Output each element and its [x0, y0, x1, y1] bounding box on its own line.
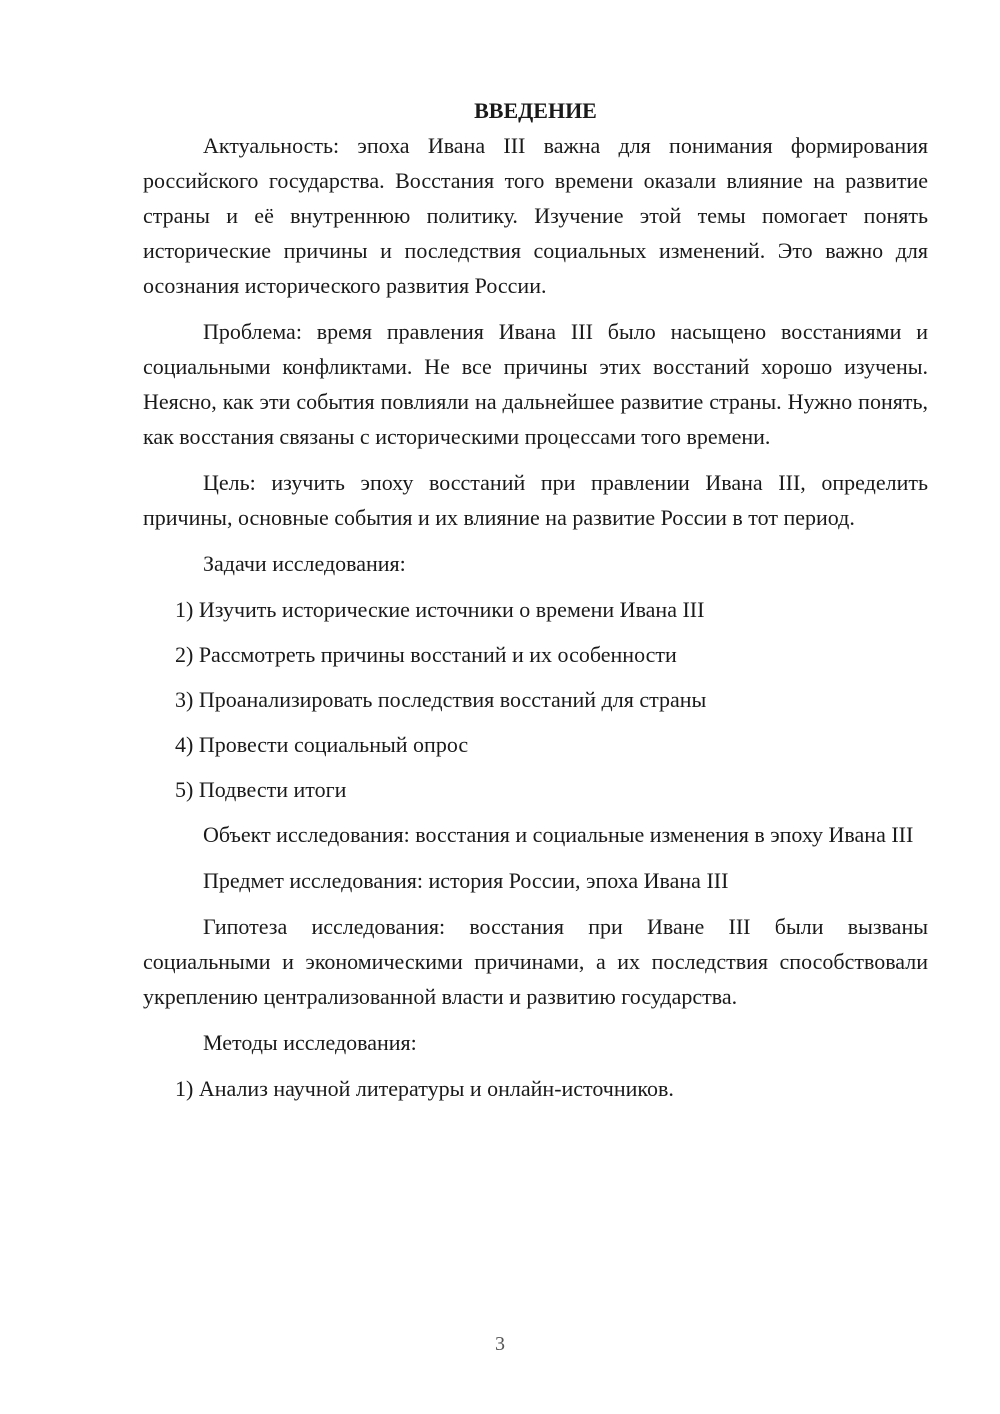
- task-item: 1) Изучить исторические источники о времени Ивана III: [175, 597, 705, 622]
- task-item: 4) Провести социальный опрос: [175, 732, 469, 757]
- section-title: ВВЕДЕНИЕ: [474, 98, 597, 123]
- subject-paragraph: Предмет исследования: история России, эпоха Ивана III: [203, 868, 729, 893]
- tasks-heading: Задачи исследования:: [203, 551, 406, 576]
- goal-paragraph: Цель: изучить эпоху восстаний при правлении Ивана III, определить причины, основные события и их влияние на развитие России в тот период.: [143, 470, 928, 530]
- relevance-paragraph: Актуальность: эпоха Ивана III важна для понимания формирования российского государства. Восстания того времени оказали влияние на развитие страны и её внутреннюю политику. Изучение этой темы помогает понять исторические причины и последствия социальных изменений. Это важно для осознания исторического развития России.: [143, 133, 928, 298]
- page-number: 3: [495, 1333, 505, 1355]
- problem-paragraph: Проблема: время правления Ивана III было насыщено восстаниями и социальными конфликтами. Не все причины этих восстаний хорошо изучены. Неясно, как эти события повлияли на дальнейшее развитие страны. Нужно понять, как восстания связаны с историческими процессами того времени.: [143, 319, 928, 449]
- method-item: 1) Анализ научной литературы и онлайн-источников.: [175, 1076, 674, 1101]
- document-page: [143, 93, 928, 1116]
- task-item: 3) Проанализировать последствия восстаний для страны: [175, 687, 707, 712]
- task-item: 5) Подвести итоги: [175, 777, 347, 802]
- hypothesis-paragraph: Гипотеза исследования: восстания при Иване III были вызваны социальными и экономическими причинами, а их последствия способствовали укреплению централизованной власти и развитию государства.: [143, 914, 928, 1009]
- methods-heading: Методы исследования:: [203, 1030, 417, 1055]
- object-paragraph: Объект исследования: восстания и социальные изменения в эпоху Ивана III: [203, 822, 914, 847]
- task-item: 2) Рассмотреть причины восстаний и их особенности: [175, 642, 677, 667]
